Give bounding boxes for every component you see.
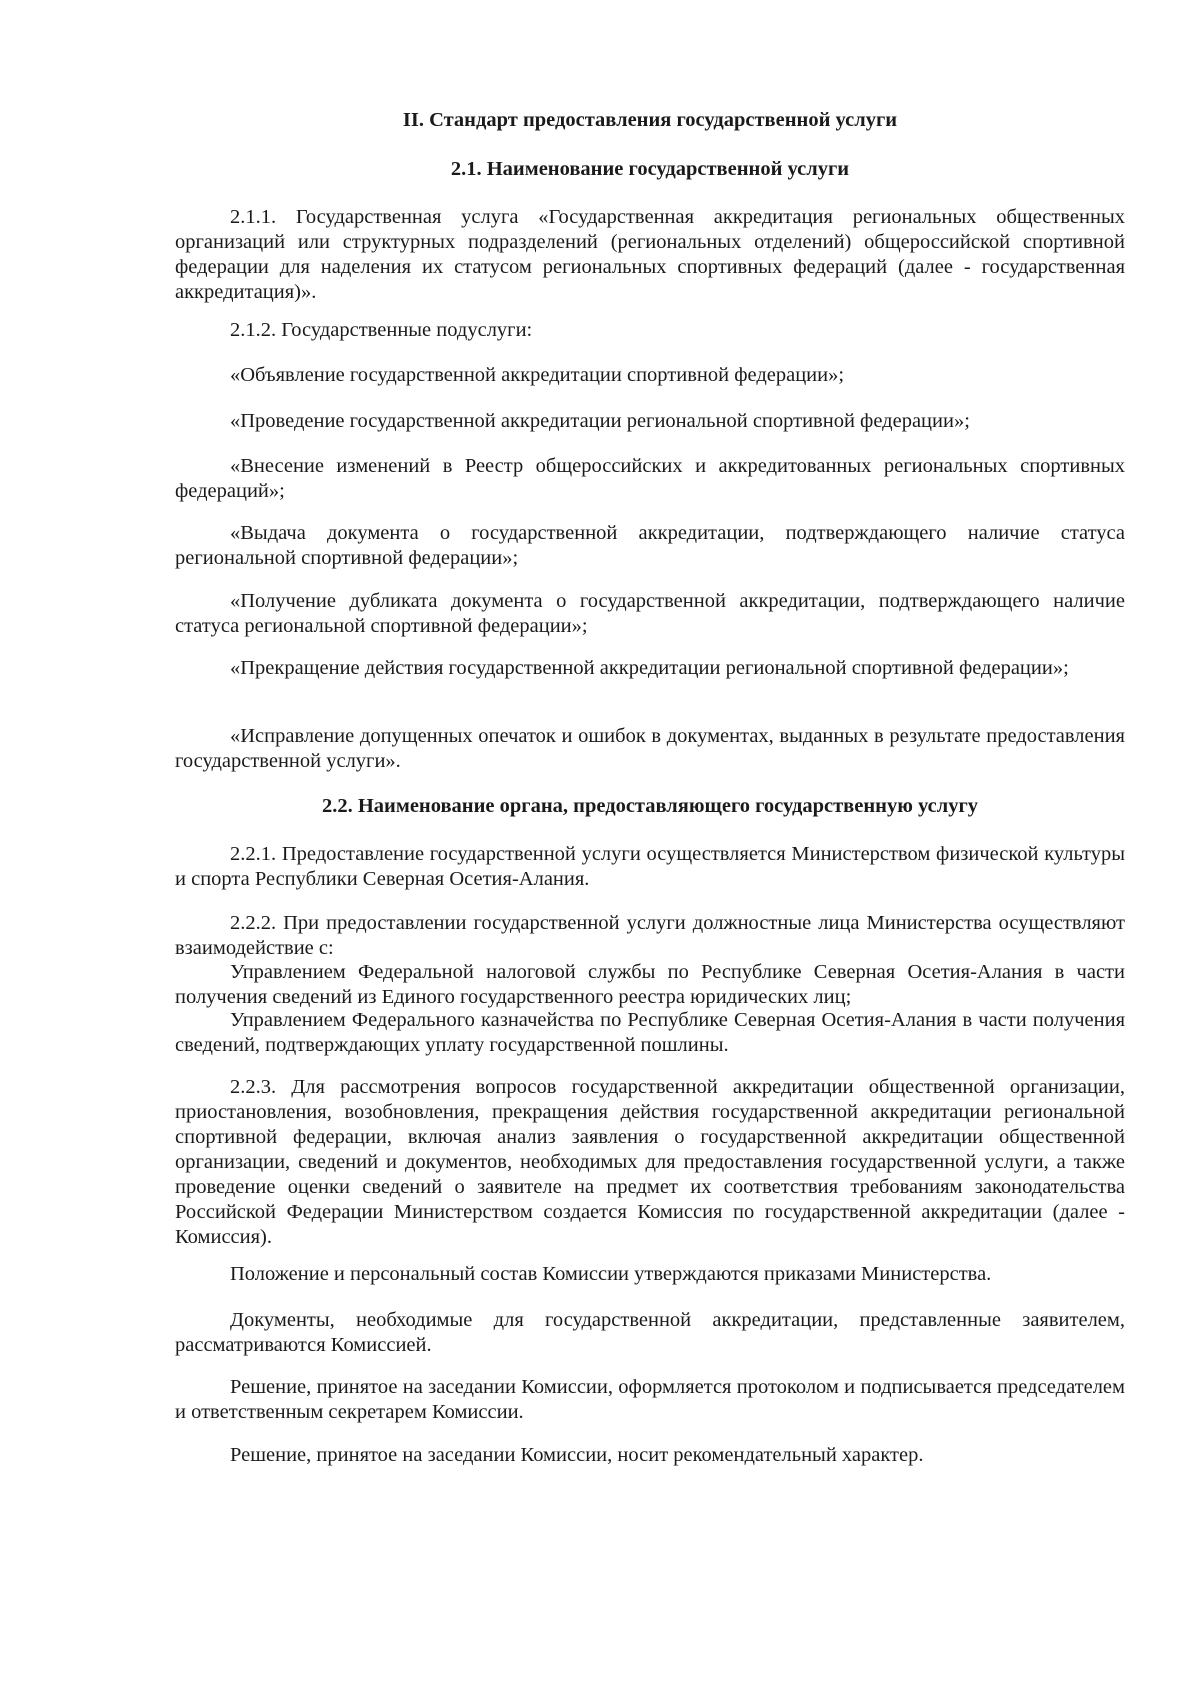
subservice-item: «Объявление государственной аккредитации спортивной федерации»; xyxy=(230,364,845,386)
subservice-item: «Исправление допущенных опечаток и ошибок в документах, выданных в результате предоставления государственной услуги». xyxy=(175,725,1125,772)
subsection-title-2-2: 2.2. Наименование органа, предоставляющего государственную услугу xyxy=(321,795,979,817)
paragraph-2-2-3: 2.2.3. Для рассмотрения вопросов государственной аккредитации общественной организации, приостановления, возобновления, прекращения действия государственной аккредитации региональной спортивной федерации, включая анализ заявления о государственной аккредитации общественной организации, сведений и документов, необходимых для предоставления государственной услуги, а также проведение оценки сведений о заявителе на предмет их соответствия требованиям законодательства Российской Федерации Министерством создается Комиссия по государственной аккредитации (далее - Комиссия). xyxy=(175,1076,1125,1248)
subservice-item: «Выдача документа о государственной аккредитации, подтверждающего наличие статуса региональной спортивной федерации»; xyxy=(175,522,1125,569)
paragraph-2-1-1: 2.1.1. Государственная услуга «Государственная аккредитация региональных общественных организаций или структурных подразделений (региональных отделений) общероссийской спортивной федерации для наделения их статусом региональных спортивных федераций (далее - государственная аккредитация)». xyxy=(175,206,1125,303)
subsection-title-2-1: 2.1. Наименование государственной услуги xyxy=(450,158,850,180)
subservice-item: «Прекращение действия государственной аккредитации региональной спортивной федерации»; xyxy=(230,657,1069,679)
subservice-item: «Проведение государственной аккредитации региональной спортивной федерации»; xyxy=(230,410,970,432)
paragraph-2-1-2: 2.1.2. Государственные подуслуги: xyxy=(230,319,533,341)
paragraph-commission-protocol: Решение, принятое на заседании Комиссии, оформляется протоколом и подписывается председателем и ответственным секретарем Комиссии. xyxy=(175,1376,1125,1423)
document-page xyxy=(175,0,1125,1697)
paragraph-commission-recommendation: Решение, принятое на заседании Комиссии, носит рекомендательный характер. xyxy=(230,1444,924,1466)
subservice-item: «Получение дубликата документа о государственной аккредитации, подтверждающего наличие статуса региональной спортивной федерации»; xyxy=(175,590,1125,637)
paragraph-2-2-1: 2.2.1. Предоставление государственной услуги осуществляется Министерством физической культуры и спорта Республики Северная Осетия-Алания. xyxy=(175,843,1125,890)
section-title: II. Стандарт предоставления государственной услуги xyxy=(402,109,898,131)
paragraph-commission-documents: Документы, необходимые для государственной аккредитации, представленные заявителем, рассматриваются Комиссией. xyxy=(175,1309,1125,1356)
paragraph-2-2-2-treasury: Управлением Федерального казначейства по Республике Северная Осетия-Алания в части получения сведений, подтверждающих уплату государственной пошлины. xyxy=(175,1009,1125,1056)
paragraph-2-2-2: 2.2.2. При предоставлении государственной услуги должностные лица Министерства осуществляют взаимодействие с: xyxy=(175,912,1125,959)
paragraph-2-2-2-tax-service: Управлением Федеральной налоговой службы по Республике Северная Осетия-Алания в части получения сведений из Единого государственного реестра юридических лиц; xyxy=(175,961,1125,1008)
paragraph-commission-composition: Положение и персональный состав Комиссии утверждаются приказами Министерства. xyxy=(230,1263,992,1285)
subservice-item: «Внесение изменений в Реестр общероссийских и аккредитованных региональных спортивных федераций»; xyxy=(175,455,1125,502)
